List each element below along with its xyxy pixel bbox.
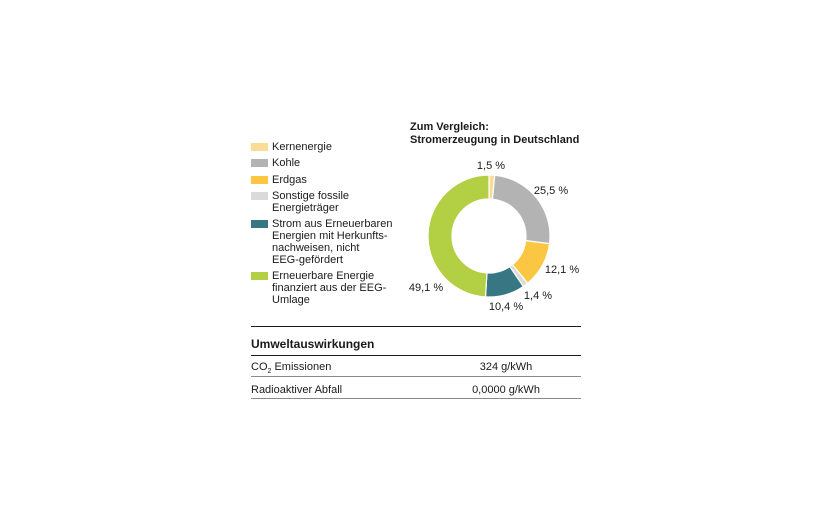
- legend-item-sonstige-fossile: [251, 190, 349, 214]
- impact-row-label: [251, 361, 331, 373]
- row-divider: [251, 398, 581, 399]
- co2-label-main: CO: [251, 361, 268, 373]
- donut-chart: [400, 150, 600, 320]
- impact-section-title: Umweltauswirkungen: [251, 337, 375, 351]
- legend-label: Erdgas: [272, 174, 307, 186]
- slice-data-label: 12,1 %: [544, 264, 580, 276]
- legend-label: Erneuerbare Energie finanziert aus der EEG- Umlage: [272, 270, 387, 306]
- legend-item-erneuerbare-eeg: [251, 270, 386, 306]
- chart-title: Zum Vergleich: Stromerzeugung in Deutschland: [410, 121, 580, 146]
- row-divider: [251, 376, 581, 377]
- co2-label-subscript: 2: [267, 368, 272, 375]
- legend-item-erdgas: [251, 174, 307, 186]
- legend-item-kohle: [251, 157, 300, 169]
- legend-label: Kernenergie: [272, 141, 332, 153]
- header-divider: [251, 355, 581, 356]
- legend-swatch: [251, 192, 268, 200]
- legend-item-kernenergie: [251, 141, 332, 153]
- impact-row-co2: [251, 358, 581, 378]
- legend-label: Sonstige fossile Energieträger: [272, 190, 350, 214]
- slice-data-label: 49,1 %: [408, 282, 444, 294]
- legend-swatch: [251, 176, 268, 184]
- legend-label: Kohle: [272, 157, 301, 169]
- co2-label-rest: Emissionen: [271, 361, 332, 373]
- legend-swatch: [251, 143, 268, 151]
- donut-slice: [428, 175, 489, 297]
- slice-data-label: 1,5 %: [476, 160, 506, 172]
- legend-swatch: [251, 272, 268, 280]
- section-divider: [251, 326, 581, 327]
- impact-row-label: Radioaktiver Abfall: [251, 384, 343, 396]
- slice-data-label: 25,5 %: [533, 185, 569, 197]
- impact-row-value: 324 g/kWh: [479, 361, 533, 373]
- slice-data-label: 1,4 %: [523, 290, 553, 302]
- legend-label: Strom aus Erneuerbaren Energien mit Herkunfts- nachweisen, nicht EEG-gefördert: [272, 218, 393, 266]
- legend-item-erneuerbare-herkunftsnachweis: [251, 218, 392, 266]
- legend-swatch: [251, 220, 268, 228]
- legend-swatch: [251, 159, 268, 167]
- slice-data-label: 10,4 %: [488, 301, 524, 313]
- impact-row-value: 0,0000 g/kWh: [472, 384, 540, 396]
